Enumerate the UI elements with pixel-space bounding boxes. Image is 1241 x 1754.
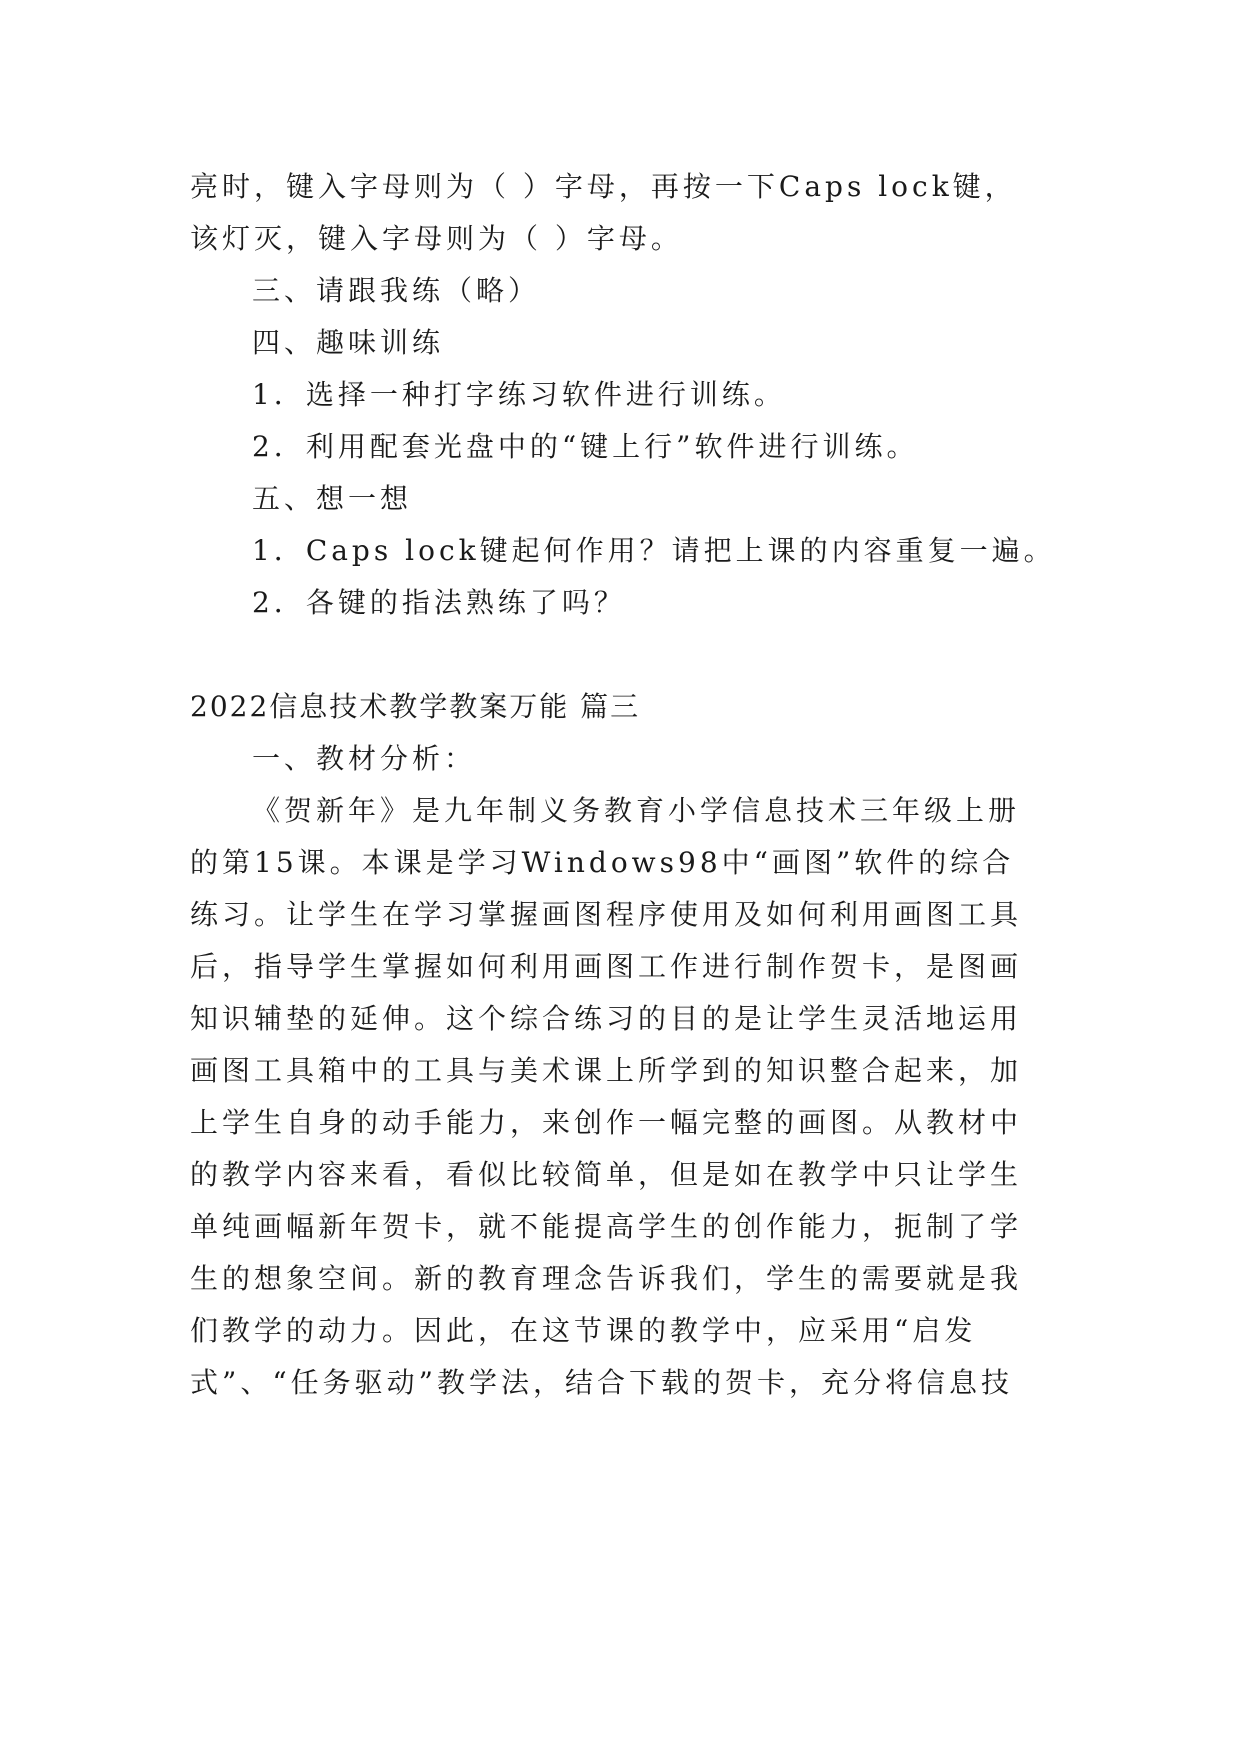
list-item: 1．Caps lock键起何作用？请把上课的内容重复一遍。 <box>252 534 1056 567</box>
paragraph-line: 的教学内容来看，看似比较简单，但是如在教学中只让学生 <box>190 1158 1023 1191</box>
section-heading: 四、趣味训练 <box>252 326 445 359</box>
paragraph-line: 画图工具箱中的工具与美术课上所学到的知识整合起来，加 <box>190 1054 1023 1087</box>
subheading: 一、教材分析： <box>252 742 477 775</box>
paragraph-line: 生的想象空间。新的教育理念告诉我们，学生的需要就是我 <box>190 1262 1023 1295</box>
article-title: 2022信息技术教学教案万能 篇三 <box>190 690 641 723</box>
list-item: 2．利用配套光盘中的“键上行”软件进行训练。 <box>252 430 919 463</box>
text-line: 亮时，键入字母则为（ ）字母，再按一下Caps lock键， <box>190 170 1017 203</box>
paragraph-line: 们教学的动力。因此，在这节课的教学中，应采用“启发 <box>190 1314 977 1347</box>
paragraph-line: 知识辅垫的延伸。这个综合练习的目的是让学生灵活地运用 <box>190 1002 1023 1035</box>
paragraph-line: 后，指导学生掌握如何利用画图工作进行制作贺卡，是图画 <box>190 950 1023 983</box>
paragraph-line: 式”、“任务驱动”教学法，结合下载的贺卡，充分将信息技 <box>190 1366 1013 1399</box>
list-item: 2．各键的指法熟练了吗？ <box>252 586 626 619</box>
section-heading: 三、请跟我练（略） <box>252 274 541 307</box>
paragraph-line: 练习。让学生在学习掌握画图程序使用及如何利用画图工具 <box>190 898 1023 931</box>
paragraph-line: 《贺新年》是九年制义务教育小学信息技术三年级上册 <box>252 794 1021 827</box>
paragraph-line: 单纯画幅新年贺卡，就不能提高学生的创作能力，扼制了学 <box>190 1210 1023 1243</box>
list-item: 1．选择一种打字练习软件进行训练。 <box>252 378 786 411</box>
section-heading: 五、想一想 <box>252 482 413 515</box>
paragraph-line: 的第15课。本课是学习Windows98中“画图”软件的综合 <box>190 846 1015 879</box>
paragraph-line: 上学生自身的动手能力，来创作一幅完整的画图。从教材中 <box>190 1106 1023 1139</box>
text-line: 该灯灭，键入字母则为（ ）字母。 <box>190 222 683 255</box>
